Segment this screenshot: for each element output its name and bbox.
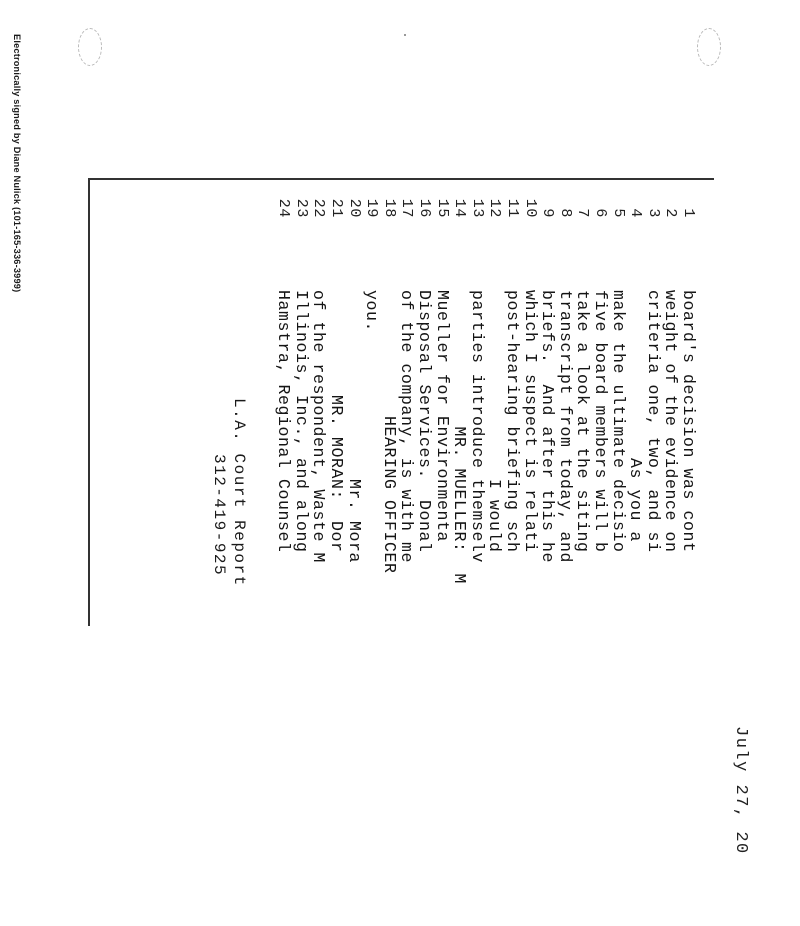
scan-speck bbox=[404, 34, 406, 36]
line-number: 4 bbox=[627, 208, 645, 218]
line-text: Disposal Services. Donal bbox=[415, 290, 434, 553]
line-number: 13 bbox=[468, 198, 486, 218]
line-text: I would bbox=[485, 290, 505, 553]
line-text: five board members will b bbox=[591, 290, 610, 553]
line-text: of the respondent, Waste M bbox=[309, 290, 329, 564]
line-text: take a look at the siting bbox=[573, 290, 593, 553]
line-text: criteria one, two, and si bbox=[643, 290, 663, 553]
line-text: board's decision was cont bbox=[679, 290, 698, 553]
line-number: 16 bbox=[416, 198, 433, 218]
line-number: 14 bbox=[451, 198, 469, 218]
line-text: MR. MORAN: Dor bbox=[327, 290, 346, 553]
line-text: HEARING OFFICER bbox=[379, 290, 399, 574]
line-number: 19 bbox=[363, 198, 381, 218]
line-text: briefs. And after this he bbox=[538, 290, 558, 564]
line-text: Illinois, Inc., and along bbox=[291, 290, 311, 553]
line-number: 6 bbox=[592, 208, 609, 218]
punch-hole bbox=[697, 28, 721, 66]
line-number: 3 bbox=[644, 208, 662, 218]
line-number: 1 bbox=[680, 208, 697, 218]
line-number: 21 bbox=[328, 198, 345, 218]
transcript-line bbox=[271, 178, 295, 802]
line-text: make the ultimate decisio bbox=[608, 290, 628, 553]
line-number: 17 bbox=[398, 198, 416, 218]
line-number: 20 bbox=[345, 198, 363, 218]
line-number: 10 bbox=[521, 198, 539, 218]
footer-reporter: L.A. Court Report bbox=[230, 398, 248, 587]
line-text: Mueller for Environmenta bbox=[432, 290, 452, 543]
line-text: transcript from today, and bbox=[555, 290, 575, 564]
line-text: Hamstra, Regional Counsel bbox=[274, 290, 294, 553]
line-number: 11 bbox=[504, 198, 521, 218]
line-text: parties introduce themselv bbox=[467, 290, 487, 564]
line-text: of the company, is with me bbox=[397, 290, 417, 564]
line-number: 12 bbox=[486, 198, 504, 218]
line-number: 7 bbox=[574, 208, 592, 218]
line-number: 22 bbox=[310, 198, 328, 218]
line-number: 24 bbox=[275, 198, 293, 218]
line-number: 8 bbox=[556, 208, 574, 218]
line-number: 2 bbox=[662, 208, 680, 218]
transcript-page bbox=[90, 178, 750, 855]
line-number: 23 bbox=[292, 198, 310, 218]
line-text: you. bbox=[362, 290, 382, 333]
line-text: which I suspect is relati bbox=[520, 290, 540, 553]
line-text: As you a bbox=[626, 290, 646, 543]
line-text: MR. MUELLER: M bbox=[450, 290, 470, 585]
line-text: weight of the evidence on bbox=[661, 290, 681, 553]
punch-hole bbox=[78, 28, 102, 66]
line-number: 15 bbox=[433, 198, 451, 218]
electronic-signature: Electronically signed by Diane Nulick (101-165-336-3999) bbox=[12, 34, 22, 293]
line-number: 9 bbox=[539, 208, 557, 218]
header-date: July 27, 20 bbox=[731, 726, 750, 855]
footer-phone: 312-419-925 bbox=[210, 454, 228, 577]
line-number: 5 bbox=[609, 208, 627, 218]
line-text: Mr. Mora bbox=[344, 290, 364, 564]
line-text: post-hearing briefing sch bbox=[503, 290, 522, 553]
line-number: 18 bbox=[380, 198, 398, 218]
